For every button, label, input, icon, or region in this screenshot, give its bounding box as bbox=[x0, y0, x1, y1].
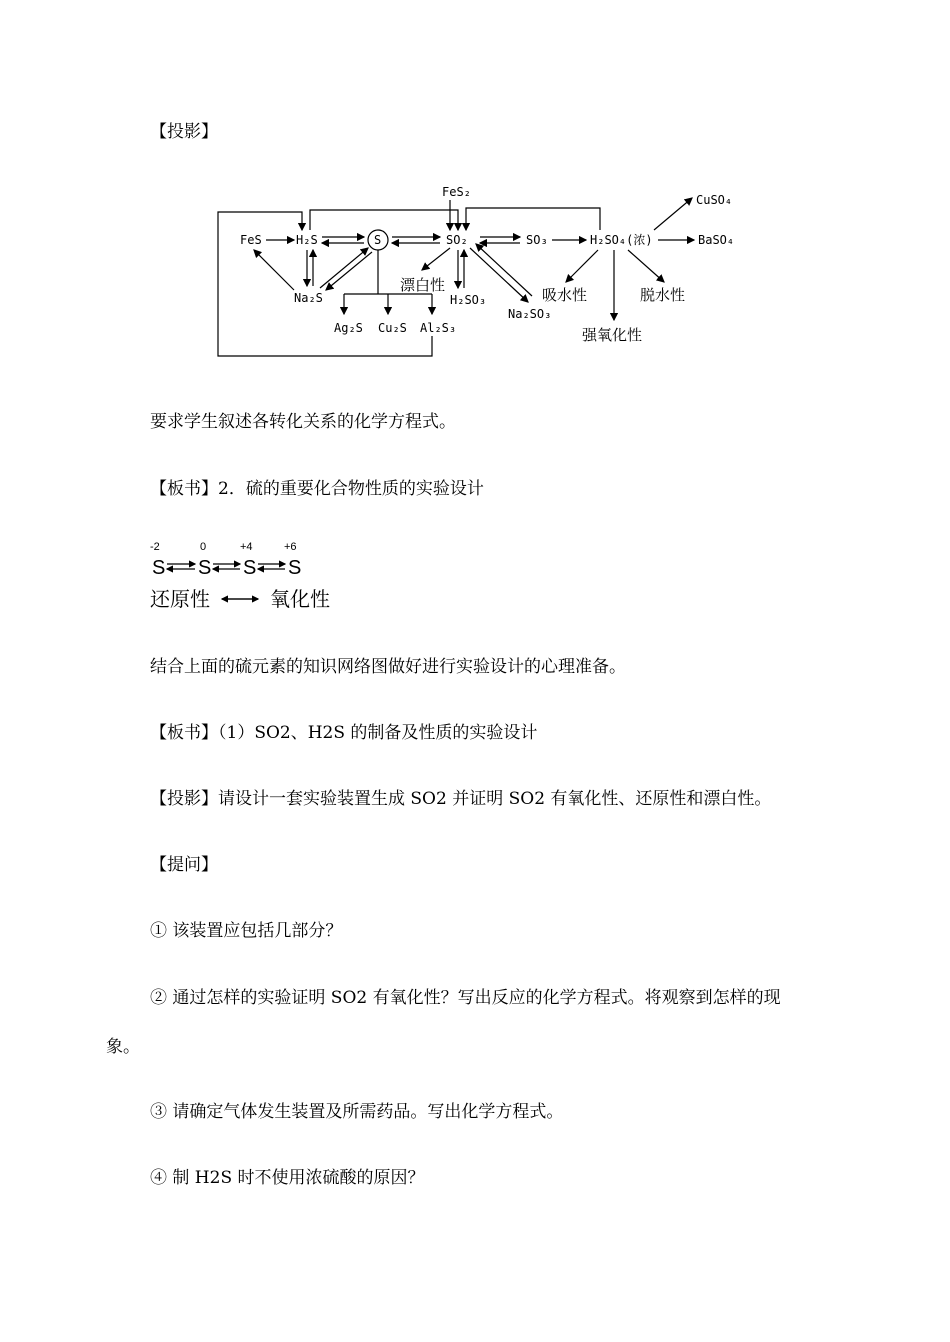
diagram-al2s3: Al₂S₃ bbox=[420, 321, 457, 335]
diagram-baso4: BaSO₄ bbox=[698, 233, 735, 247]
sulfur-symbol-4: S bbox=[288, 557, 302, 579]
diagram-so2: SO₂ bbox=[446, 233, 468, 247]
diagram-oxidizing: 强氧化性 bbox=[582, 326, 643, 344]
state-minus-2: -2 bbox=[150, 541, 160, 553]
sulfur-symbol-3: S bbox=[243, 557, 257, 579]
question-heading: 【提问】 bbox=[150, 855, 218, 875]
board-heading-2: 【板书】2．硫的重要化合物性质的实验设计 bbox=[150, 479, 484, 499]
diagram-fes2: FeS₂ bbox=[442, 185, 471, 199]
question-3: ③ 请确定气体发生装置及所需药品。写出化学方程式。 bbox=[150, 1102, 564, 1122]
diagram-so3: SO₃ bbox=[526, 233, 548, 247]
question-2-line-1: ② 通过怎样的实验证明 SO2 有氧化性？写出反应的化学方程式。将观察到怎样的现 bbox=[150, 988, 781, 1008]
diagram-ag2s: Ag₂S bbox=[334, 321, 363, 335]
oxidation-state-chain bbox=[150, 538, 350, 618]
diagram-s: S bbox=[374, 233, 382, 247]
sulfur-symbol-2: S bbox=[198, 557, 212, 579]
diagram-h2so3: H₂SO₃ bbox=[450, 293, 487, 307]
state-plus-6: +6 bbox=[284, 541, 297, 553]
sulfur-network-diagram bbox=[210, 178, 770, 363]
diagram-bleach: 漂白性 bbox=[400, 276, 446, 294]
diagram-na2so3: Na₂SO₃ bbox=[508, 307, 552, 321]
diagram-h2so4: H₂SO₄(浓) bbox=[590, 233, 653, 247]
diagram-fes: FeS bbox=[240, 233, 262, 247]
sulfur-symbol-1: S bbox=[152, 557, 166, 579]
diagram-dehydrate: 脱水性 bbox=[640, 286, 686, 304]
combine-text: 结合上面的硫元素的知识网络图做好进行实验设计的心理准备。 bbox=[150, 657, 626, 677]
diagram-h2s: H₂S bbox=[296, 233, 318, 247]
board-heading-1: 【板书】（1）SO2、H2S 的制备及性质的实验设计 bbox=[150, 723, 538, 743]
reducing-label: 还原性 bbox=[150, 589, 210, 611]
diagram-cuso4: CuSO₄ bbox=[696, 193, 733, 207]
diagram-cu2s: Cu₂S bbox=[378, 321, 407, 335]
question-2-line-2: 象。 bbox=[106, 1037, 140, 1057]
diagram-na2s: Na₂S bbox=[294, 291, 323, 305]
state-0: 0 bbox=[200, 541, 207, 553]
state-plus-4: +4 bbox=[240, 541, 253, 553]
question-4: ④ 制 H2S 时不使用浓硫酸的原因？ bbox=[150, 1168, 425, 1188]
question-1: ① 该装置应包括几部分？ bbox=[150, 921, 343, 941]
oxidizing-label: 氧化性 bbox=[270, 589, 330, 611]
projection-task: 【投影】请设计一套实验装置生成 SO2 并证明 SO2 有氧化性、还原性和漂白性。 bbox=[150, 789, 772, 809]
projection-heading: 【投影】 bbox=[150, 122, 218, 142]
diagram-absorb: 吸水性 bbox=[542, 286, 588, 304]
request-text: 要求学生叙述各转化关系的化学方程式。 bbox=[150, 412, 456, 432]
